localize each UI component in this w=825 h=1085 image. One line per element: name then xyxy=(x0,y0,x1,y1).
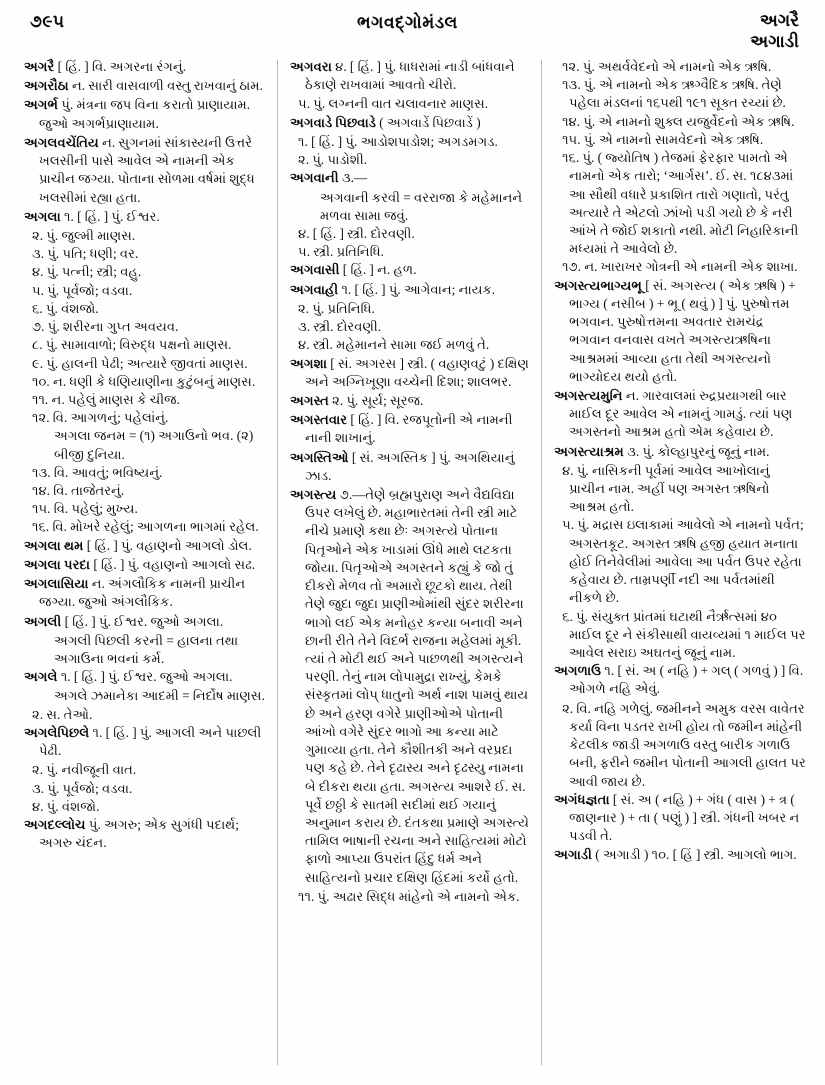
entry-sense: ૨. પું. પાડોશી. xyxy=(298,152,368,168)
entry-headword-line: અગર્ભ પું. મંત્રના જપ વિના કરાતો પ્રાણાયામ. જુઓ અગર્ભપ્રાણાયામ. xyxy=(24,97,251,131)
entry-headword-line: અગસ્ત ૨. પું. સૂર્ય; સૂરજ. xyxy=(290,392,424,408)
entry-sense: ૪. [ હિં. ] સ્ત્રી. દોરવણી. xyxy=(298,225,415,241)
entry-headword-line: અગસ્ત્યમુનિ ન. ગારવાલમાં રુદ્રપ્રયાગથી બાર માઈલ દૂર આવેલ એ નામનું ગામડું. ત્યાં પણ અગસ્તનો આશ્રમ હતો એમ કહેવાય છે. xyxy=(554,387,793,440)
dictionary-entry xyxy=(290,355,532,391)
headword: અગળાઉ xyxy=(554,663,602,679)
entry-headword-line: અગસ્ત્યભાગ્યભૂ [ સં. અગસ્ત્ય ( એક ઋષિ ) + ભાગ્ય ( નસીબ ) + ભૂ ( થવું ) ] પું. પુરુષોત્તમ ભગવાન. પુરુષોત્તમના અવતાર રામચંદ્ર ભગવાન વનવાસ વખતે અગસ્ત્યઋષિના આશ્રમમાં આવ્યા હતા તેથી અગસ્ત્યનો ભાગ્યોદય થયો હતો. xyxy=(554,277,796,384)
entry-sense: ૨. પું. જુલ્મી માણસ. xyxy=(32,227,136,243)
headword: અગલેપિછલે xyxy=(24,724,90,740)
dictionary-entry xyxy=(290,411,532,447)
entry-sense: ૫. પું. મદ્રાસ ઇલાકામાં આવેલો એ નામનો પર્વત; અગસ્તકૂટ. અગસ્ત ઋષિ હજી હયાત મનાતા હોઈ તિનેવેલીમાં આવેલા આ પર્વત ઉપર રહેતા કહેવાય છે. તામ્રપર્ણી નદી આ પર્વતમાંથી નીકળે છે. xyxy=(562,517,804,606)
entry-sense: ૧૨. વિ. આગળનું; પહેલાંનું. xyxy=(32,410,169,426)
dictionary-entry xyxy=(554,277,807,386)
entry-sense: ૧૫. પું. એ નામનો સામવેદનો એક ઋષિ. xyxy=(562,131,764,147)
dictionary-entry xyxy=(24,613,268,669)
entry-sense: ૧૩. વિ. આવતું; ભવિષ્યનું. xyxy=(32,464,163,480)
entry-sense: ૧૦. ન. ધણી કે ધણિયાણીના કુટુંબનું માણસ. xyxy=(32,373,256,389)
headword: અગલે xyxy=(24,669,58,685)
entry-sense: ૪. પું. નાસિકની પૂર્વમાં આવેલ આખોલાનું પ્રાચીન નામ. અહીં પણ અગસ્ત ઋષિનો આશ્રમ હતો. xyxy=(562,462,770,515)
headword: અગસ્ત્ય xyxy=(290,487,337,503)
headword: અગસ્ત xyxy=(290,392,329,408)
entry-headword-line: અગલા પરદા [ હિં. ] પું. વહાણનો આગલો સઢ. xyxy=(24,556,256,572)
entry-sense: ૯. પું. હાલની પેઢી; અત્યારે જીવતાં માણસ. xyxy=(32,355,248,371)
headword: અગલા થમ xyxy=(24,537,84,553)
entry-sense: ૧૩. પું. એ નામનો એક ઋગ્વૈદિક ઋષિ. તેણે પહેલા મંડલનાં ૧૬૫થી ૧૯૧ સૂક્ત રચ્યાં છે. xyxy=(562,77,786,111)
dictionary-entry xyxy=(24,816,268,852)
entry-headword-line: અગસ્તિઓ [ સં. અગસ્તિક ] પું. અગથિયાનું ઝાડ. xyxy=(290,449,515,483)
headword: અગદલ્લોચ xyxy=(24,816,86,832)
entry-headword-line: અગવાસી [ હિં. ] ન. હળ. xyxy=(290,262,417,278)
entry-sense: ૭. પું. શરીરના ગુપ્ત અવયવ. xyxy=(32,319,179,335)
entry-sense: ૨. પું. નવીજૂની વાત. xyxy=(32,762,137,778)
dictionary-entry xyxy=(290,392,532,410)
headword: અગવાહી xyxy=(290,281,339,297)
guide-word-last: અગાડી xyxy=(750,32,799,52)
entry-headword-line: અગલી [ હિં. ] પું. ઈશ્વર. જુઓ અગલા. xyxy=(24,613,224,629)
entry-headword-line: અગલેપિછલે ૧. [ હિં. ] પું. આગલી અને પાછલી પેઢી. xyxy=(24,724,262,759)
entry-headword-line: અગસ્ત્યાશ્રમ ૩. પું. કોલ્હાપુરનું જૂનું નામ. xyxy=(554,443,770,459)
dictionary-entry xyxy=(554,662,807,791)
headword: અગવાસી xyxy=(290,262,340,278)
entry-headword-line: અગલે ૧. [ હિં. ] પું. ઈશ્વર. જુઓ અગલા. xyxy=(24,669,233,685)
running-head xyxy=(14,10,811,56)
entry-sense: ૧૬. પું. ( જ્યોતિષ ) તેજમાં ફેરફાર પામતો એ નામનો એક તારો; ‘આર્ગસ’. ઈ. સ. ૧૮૪૩માં આ સૌથી વધારે પ્રકાશિત તારો ગણાતો, પરંતુ અત્યારે તે એટલો ઝાંખો પડી ગયો છે કે નરી આંખે તે જોઈ શકાતો નથી. મોટી નિહારિકાની મધ્યમાં તે આવેલો છે. xyxy=(562,150,799,257)
entry-subsense: અગલા જનમ = (૧) અગાઉનો ભવ. (૨) બીજી દુનિયા. xyxy=(54,428,254,462)
dictionary-entry xyxy=(290,261,532,279)
entry-headword-line: અગવાહી ૧. [ હિં. ] પું. આગેવાન; નાયક. xyxy=(290,281,496,297)
headword: અગલાસિયા xyxy=(24,576,89,592)
entry-sense: ૧૫. વિ. પહેલું; મુખ્ય. xyxy=(32,501,138,517)
dictionary-entry xyxy=(554,791,807,846)
dictionary-entry xyxy=(290,114,532,170)
dictionary-entry xyxy=(290,58,532,114)
headword: અગંધજ્ઞતા xyxy=(554,791,610,807)
entry-subsense: અગલે ઝમાનેકા આદમી = નિર્દોષ માણસ. xyxy=(54,688,265,704)
entry-headword-line: અગસ્ત્ય ૭.—તેણે બ્રહ્મપુરાણ અને વૈદ્યવિદ્યા ઉપર લખેલું છે. મહાભારતમાં તેની સ્ત્રી માટે નીચે પ્રમાણે કથા છેઃ અગસ્ત્યે પોતાના પિતૃઓને એક ખાડામાં ઊંધે માથે લટકતા જોયા. પિતૃઓએ અગસ્તને કહ્યું કે જો તું દીકરો મેળવ તો અમારો છૂટકો થાય. તેથી તેણે જુદા જુદા પ્રાણીઓમાંથી સુંદર શરીરના ભાગો લઈ એક મનોહર કન્યા બનાવી અને છાની રીતે તેને વિદર્ભ રાજના મહેલમાં મૂકી. ત્યાં તે મોટી થઈ અને પાછળથી અગસ્ત્યને પરણી. તેનું નામ લોપામુદ્રા રાખ્યું, કેમકે સંસ્કૃતમાં લોપ્ ધાતુનો અર્થ નાશ પામવું થાય છે અને હરણ વગેરે પ્રાણીઓએ પોતાની આંખો વગેરે સુંદર ભાગો આ કન્યા માટે ગુમાવ્યા હતા. તેને કૌશીતકી અને વરપ્રદા પણ કહે છે. તેને દૃઢાસ્ય અને દૃઢસ્યુ નામના બે દીકરા થયા હતા. અગસ્ત્ય આશરે ઈ. સ. પૂર્વે છઠ્ઠી કે સાતમી સદીમાં થઈ ગયાનું અનુમાન કરાય છે. દંતકથા પ્રમાણે અગસ્ત્યે તામિલ ભાષાની રચના અને સાહિત્યમાં મોટો ફાળો આપ્યા ઉપરાંત હિંદુ ધર્મ અને સાહિત્યનો પ્રચાર દક્ષિણ હિંદમાં કર્યો હતો. xyxy=(290,487,530,885)
entry-sense: ૩. પું. પૂર્વજો; વડવા. xyxy=(32,780,133,796)
headword: અગરૌઠા xyxy=(24,78,69,94)
entry-headword-line: અગવરા ૪. [ હિં. ] પું. ધાધરામાં નાડી બાંધવાને ઠેકાણે રાખવામાં આવતો ચીરો. xyxy=(290,59,515,93)
entry-headword-line: અગસ્તવાર [ હિં. ] વિ. રજપૂતોની એ નામની નાની શાખાનું. xyxy=(290,412,513,446)
entry-sense: ૨. પું. પ્રતિનિધિ. xyxy=(298,300,375,316)
dictionary-entry xyxy=(24,96,268,132)
dictionary-entry xyxy=(24,58,268,76)
guide-word-first: અગરૈ xyxy=(759,11,799,30)
entry-sense: ૨. વિ. નહિ ગળેલું. જમીનને અમુક વરસ વાવેતર કર્યા વિના પડતર રાખી હોય તો જમીન માંહેની કેટલીક જાડી અગળાઉ વસ્તુ બારીક ગળાઉ બની, ફરીને જમીન પોતાની આગલી હાલત પર આવી જાય છે. xyxy=(562,700,806,789)
entry-sense: ૪. સ્ત્રી. મહેમાનને સામા જઈ મળવું તે. xyxy=(298,337,490,353)
entry-headword-line: અગલાસિયા ન. અંગલૌકિક નામની પ્રાચીન જગ્યા. જુઓ અંગલૌકિક. xyxy=(24,576,246,610)
headword: અગર્ભ xyxy=(24,97,59,113)
dictionary-entry xyxy=(24,134,268,207)
column-1 xyxy=(14,58,278,1078)
headword: અગવાડે પિછવાડે xyxy=(290,114,376,130)
headword: અગલા xyxy=(24,208,61,224)
entry-sense: ૧૨. પું. અથર્વવેદનો એ નામનો એક ઋષિ. xyxy=(562,59,772,74)
dictionary-entry xyxy=(24,724,268,816)
entry-sense: ૧૧. ન. પહેલું માણસ કે ચીજ. xyxy=(32,391,180,407)
column-2 xyxy=(278,58,542,1078)
dictionary-entry xyxy=(554,58,807,277)
column-3 xyxy=(542,58,811,1078)
dictionary-entry xyxy=(24,77,268,95)
entry-headword-line: અગવાની ૩.— xyxy=(290,170,368,186)
entry-sense: ૧૪. વિ. તાજેતરનું. xyxy=(32,483,125,499)
dictionary-entry xyxy=(24,575,268,611)
headword: અગસ્તિઓ xyxy=(290,449,349,465)
dictionary-entry xyxy=(24,668,268,724)
entry-headword-line: અગરૌઠા ન. સારી વાસવાળી વસ્તુ રાખવાનું ઠામ. xyxy=(24,78,263,94)
dictionary-entry xyxy=(290,486,532,906)
headword: અગવરા xyxy=(290,59,332,74)
headword: અગસ્ત્યભાગ્યભૂ xyxy=(554,277,642,293)
entry-headword-line: અગવાડે પિછવાડે ( અગવાડેં પિછવાડેં ) xyxy=(290,114,481,130)
entry-sense: ૪. પું. પત્ની; સ્ત્રી; વહુ. xyxy=(32,264,142,280)
dictionary-entry xyxy=(290,281,532,355)
entry-sense: ૬. પું. વંશજો. xyxy=(32,300,99,316)
dictionary-entry xyxy=(554,846,807,864)
headword: અગસ્તવાર xyxy=(290,412,348,428)
entry-headword-line: અગંધજ્ઞતા [ સં. અ ( નહિ ) + ગંધ ( વાસ ) + ત્ર ( જાણનાર ) + તા ( પણું ) ] સ્ત્રી. ગંધની ખબર ન પડવી તે. xyxy=(554,791,800,844)
book-title: ભગવદ્ગોમંડલ xyxy=(356,13,458,32)
headword: અગરૈ xyxy=(24,59,55,74)
dictionary-entry xyxy=(24,208,268,537)
headword: અગસ્ત્યાશ્રમ xyxy=(554,443,624,459)
text-columns xyxy=(14,58,811,1078)
entry-sense: ૫. પું. લગ્નની વાત ચલાવનાર માણસ. xyxy=(298,96,489,112)
entry-sense: ૧૪. પું. એ નામનો શુક્લ યજુર્વેદનો એક ઋષિ. xyxy=(562,113,795,129)
dictionary-entry xyxy=(554,387,807,442)
entry-headword-line: અગળાઉ ૧. [ સં. અ ( નહિ ) + ગલ્ ( ગળવું ) ] વિ. ઓગળે નહિ એવું. xyxy=(554,663,804,697)
entry-sense: ૩. પું. પતિ; ધણી; વર. xyxy=(32,246,139,262)
entry-subsense: અગલી પિછલી કરની = હાલના તથા અગાઉના ભવનાં કર્મ. xyxy=(54,632,239,666)
entry-sense: ૬. પું. સંયુક્ત પ્રાંતમાં ઘટાથી નૈર્ઋત્સમાં ૪૦ માઈલ દૂર ને સંકીસાથી વાયવ્યમાં ૧ માઈલ પર આવેલ સરાઇ અઘતનું જૂનું નામ. xyxy=(562,608,806,660)
dictionary-entry xyxy=(24,537,268,555)
headword: અગસ્ત્યમુનિ xyxy=(554,387,623,403)
entry-sense: ૧૧. પું. અઢાર સિદ્ધ માંહેનો એ નામનો એક. xyxy=(298,888,520,904)
entry-sense: ૩. સ્ત્રી. દોરવણી. xyxy=(298,319,382,335)
entry-sense: ૧૭. ન. ખારાખર ગોત્રની એ નામની એક શાખા. xyxy=(562,259,798,275)
entry-headword-line: અગશા [ સં. અગરસ ] સ્ત્રી. ( વહાણવટું ) દક્ષિણ અને અગ્નિખૂણા વચ્ચેની દિશા; શાલભર. xyxy=(290,355,529,389)
headword: અગવાની xyxy=(290,170,339,186)
headword: અગલવચેંતિય xyxy=(24,134,99,150)
entry-sense: ૮. પું. સામાવાળો; વિરુદ્ધ પક્ષનો માણસ. xyxy=(32,337,232,353)
entry-headword-line: અગરૈ [ હિં. ] વિ. અગરના રંગનું. xyxy=(24,59,187,74)
dictionary-entry xyxy=(554,443,807,663)
entry-sense: ૫. પું. પૂર્વજો; વડવા. xyxy=(32,282,133,298)
entry-sense: ૨. સ. તેઓ. xyxy=(32,706,93,722)
headword: અગાડી xyxy=(554,847,592,863)
entry-sense: ૪. પું. વંશજો. xyxy=(32,798,100,814)
entry-headword-line: અગલા થમ [ હિં. ] પું. વહાણનો આગલો ડોલ. xyxy=(24,537,252,553)
entry-sense: ૫. સ્ત્રી. પ્રતિનિધિ. xyxy=(298,244,384,260)
entry-headword-line: અગલા ૧. [ હિં. ] પું. ઈશ્વર. xyxy=(24,208,160,224)
entry-sense: ૧. [ હિં. ] પું. આડોશપાડોશ; અગડમગડ. xyxy=(298,133,498,149)
dictionary-entry xyxy=(290,449,532,485)
entry-headword-line: અગદલ્લોચ પું. અગરુ; એક સુગંધી પદાર્થ; અગરુ ચંદન. xyxy=(24,816,239,851)
page-number: ૭૯૫ xyxy=(30,12,65,31)
headword: અગલા પરદા xyxy=(24,556,91,572)
dictionary-entry xyxy=(24,556,268,574)
headword: અગલી xyxy=(24,613,62,629)
entry-subsense: અગવાની કરવી = વરરાજા કે મહેમાનને મળવા સામા જવું. xyxy=(320,189,523,223)
dictionary-entry xyxy=(290,169,532,261)
entry-headword-line: અગાડી ( અગાડી ) ૧૦. [ હિં ] સ્ત્રી. આગલો ભાગ. xyxy=(554,847,797,863)
entry-headword-line: અગલવચેંતિય ન. સુગનમાં સાંકાસ્યની ઉત્તરે ખલસીની પાસે આવેલ એ નામની એક પ્રાચીન જગ્યા. પોતાના સોળમા વર્ષમાં શુદ્ધ ખલસીમાં રહ્યા હતા. xyxy=(24,134,255,205)
headword: અગશા xyxy=(290,355,327,371)
entry-sense: ૧૬. વિ. મોખરે રહેલું; આગળના ભાગમાં રહેલ. xyxy=(32,519,259,535)
guide-words xyxy=(750,10,811,53)
